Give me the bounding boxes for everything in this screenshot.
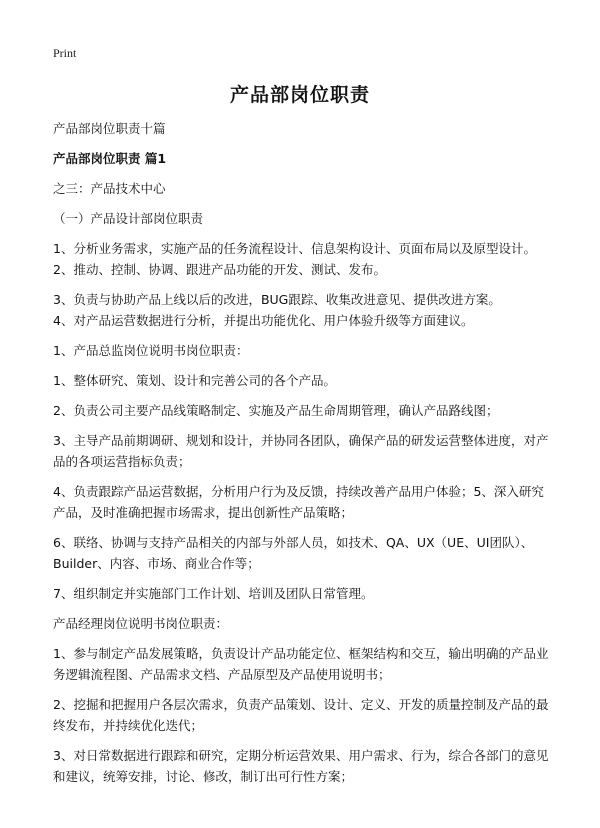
section-heading: 产品部岗位职责 篇1 <box>53 151 167 166</box>
print-label: Print <box>53 46 77 60</box>
paragraph: 产品经理岗位说明书岗位职责： <box>53 616 229 631</box>
document-title: 产品部岗位职责 <box>229 84 370 106</box>
paragraph: 4、对产品运营数据进行分析，并提出功能优化、用户体验升级等方面建议。 <box>53 313 474 328</box>
paragraph: 2、负责公司主要产品线策略制定、实施及产品生命周期管理，确认产品路线图； <box>53 403 499 418</box>
paragraph: 3、主导产品前期调研、规划和设计，并协同各团队，确保产品的研发运营整体进度，对产品的各项运营指标负责； <box>53 433 549 469</box>
paragraph: 2、挖掘和把握用户各层次需求，负责产品策划、设计、定义、开发的质量控制及产品的最终发布，并持续优化迭代； <box>53 697 549 733</box>
subsection-label: （一）产品设计部岗位职责 <box>53 211 204 226</box>
paragraph: 1、参与制定产品发展策略，负责设计产品功能定位、框架结构和交互，输出明确的产品业务逻辑流程图、产品需求文档、产品原型及产品使用说明书； <box>53 646 549 682</box>
paragraph: 7、组织制定并实施部门工作计划、培训及团队日常管理。 <box>53 586 374 601</box>
section-label: 之三：产品技术中心 <box>53 181 166 196</box>
paragraph: 3、负责与协助产品上线以后的改进，BUG跟踪、收集改进意见、提供改进方案。 <box>53 292 501 307</box>
paragraph: 1、分析业务需求，实施产品的任务流程设计、信息架构设计、页面布局以及原型设计。 2、推动、控制、协调、跟进产品功能的开发、测试、发布。 <box>53 241 536 277</box>
document-body <box>53 118 553 796</box>
paragraph: 3、对日常数据进行跟踪和研究，定期分析运营效果、用户需求、行为，综合各部门的意见和建议，统筹安排，讨论、修改，制订出可行性方案； <box>53 748 549 784</box>
paragraph: 4、负责跟踪产品运营数据，分析用户行为及反馈，持续改善产品用户体验；5、深入研究产品，及时准确把握市场需求，提出创新性产品策略； <box>53 484 544 520</box>
document-subtitle: 产品部岗位职责十篇 <box>53 121 166 136</box>
paragraph: 1、产品总监岗位说明书岗位职责： <box>53 343 249 358</box>
paragraph: 1、整体研究、策划、设计和完善公司的各个产品。 <box>53 373 336 388</box>
paragraph: 6、联络、协调与支持产品相关的内部与外部人员，如技术、QA、UX（UE、UI团队）、Builder、内容、市场、商业合作等； <box>53 535 534 571</box>
